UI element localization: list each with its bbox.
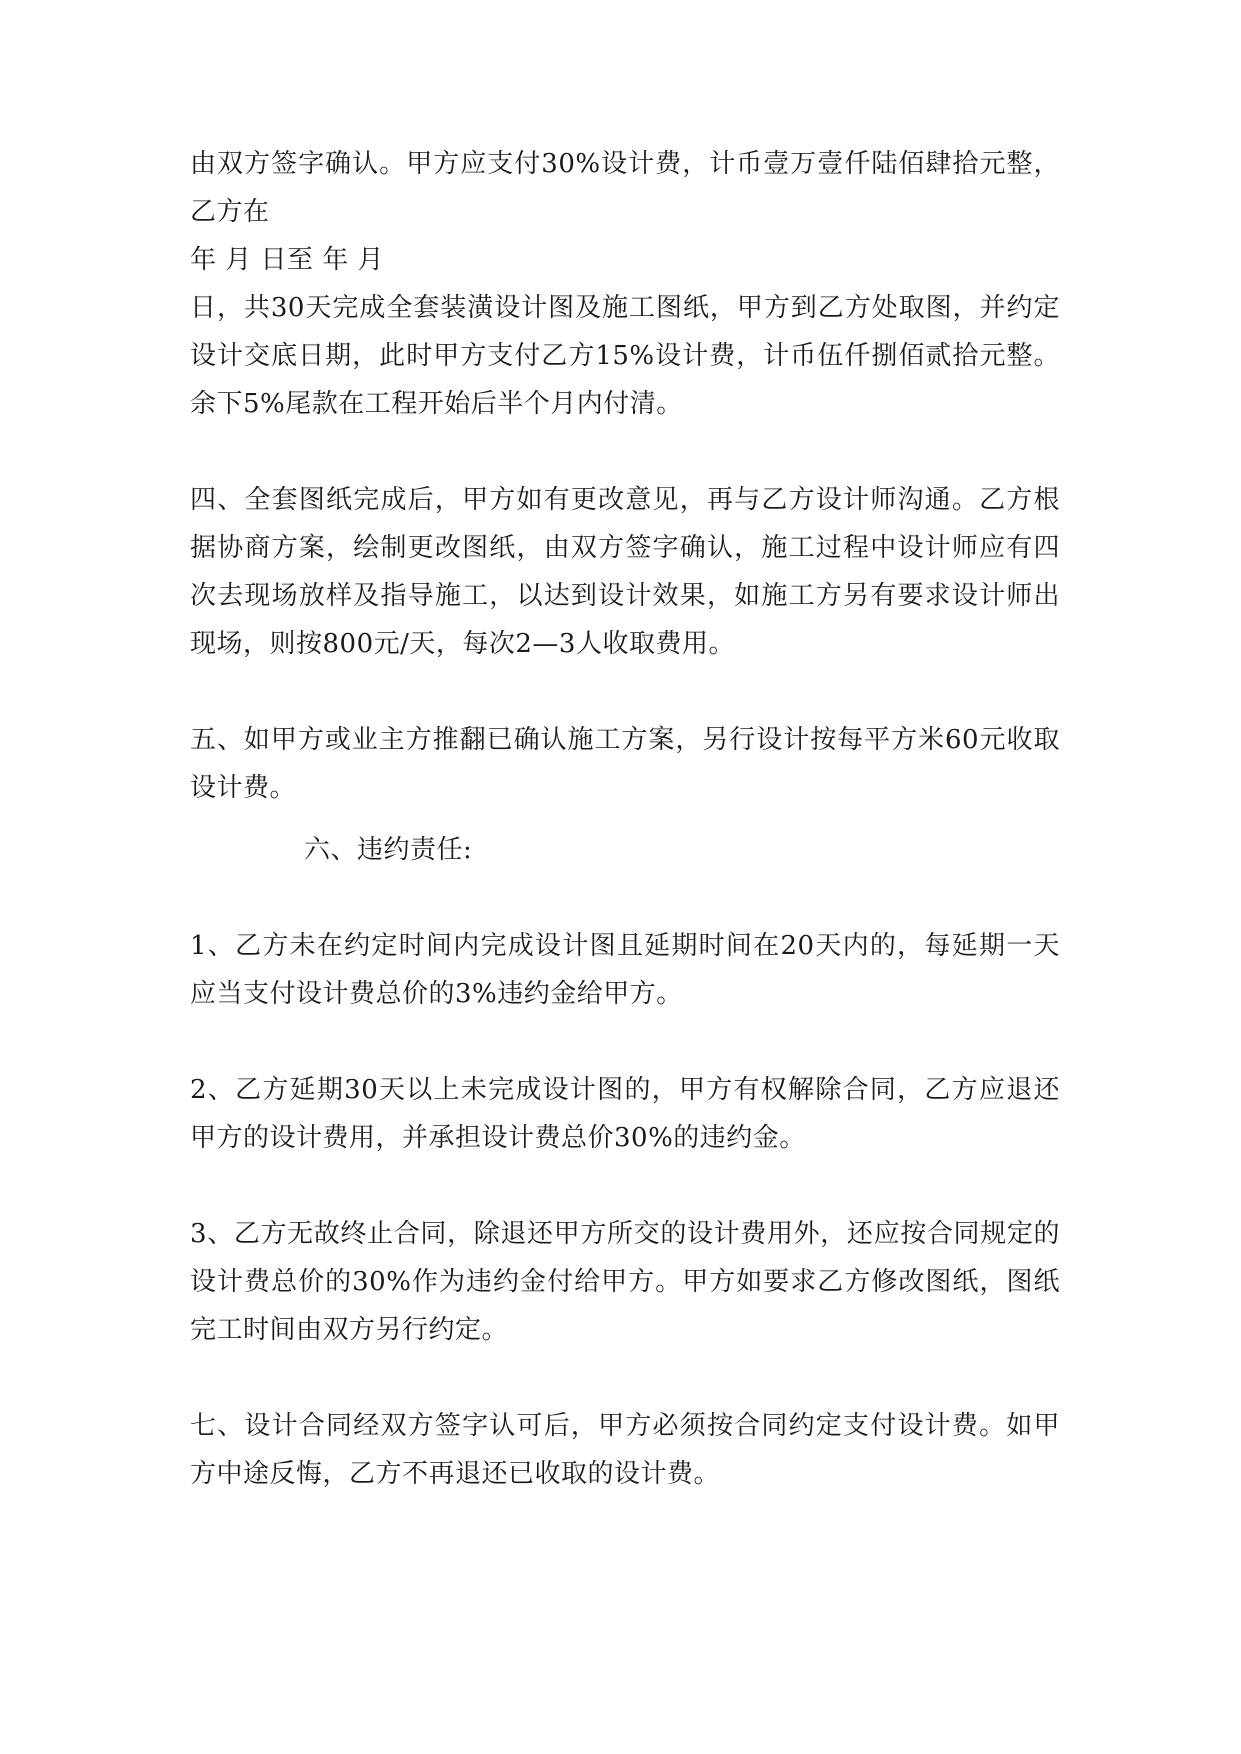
spacer <box>190 668 1060 716</box>
spacer <box>190 874 1060 922</box>
spacer <box>190 1162 1060 1210</box>
section-heading-breach: 六、违约责任: <box>304 835 473 865</box>
breach-item-1: 1、乙方未在约定时间内完成设计图且延期时间在20天内的，每延期一天应当支付设计费总价的3%违约金给甲方。 <box>190 931 1060 1009</box>
clause-seven: 七、设计合同经双方签字认可后，甲方必须按合同约定支付设计费。如甲方中途反悔，乙方不再退还已收取的设计费。 <box>190 1411 1060 1489</box>
clause-four: 四、全套图纸完成后，甲方如有更改意见，再与乙方设计师沟通。乙方根据协商方案，绘制更改图纸，由双方签字确认，施工过程中设计师应有四次去现场放样及指导施工，以达到设计效果，如施工方另有要求设计师出现场，则按800元/天，每次2—3人收取费用。 <box>190 485 1060 659</box>
document-page <box>190 140 1060 1498</box>
spacer <box>190 428 1060 476</box>
paragraph-payment-line1: 由双方签字确认。甲方应支付30%设计费，计币壹万壹仟陆佰肆拾元整，乙方在 <box>190 149 1060 227</box>
spacer <box>190 1354 1060 1402</box>
spacer <box>190 812 1060 826</box>
clause-five: 五、如甲方或业主方推翻已确认施工方案，另行设计按每平方米60元收取设计费。 <box>190 725 1060 803</box>
paragraph-payment-schedule: 日，共30天完成全套装潢设计图及施工图纸，甲方到乙方处取图，并约定设计交底日期，此时甲方支付乙方15%设计费，计币伍仟捌佰贰拾元整。余下5%尾款在工程开始后半个月内付清。 <box>190 293 1060 419</box>
breach-item-3: 3、乙方无故终止合同，除退还甲方所交的设计费用外，还应按合同规定的设计费总价的30%作为违约金付给甲方。甲方如要求乙方修改图纸，图纸完工时间由双方另行约定。 <box>190 1219 1060 1345</box>
spacer <box>190 1018 1060 1066</box>
breach-item-2: 2、乙方延期30天以上未完成设计图的，甲方有权解除合同，乙方应退还甲方的设计费用，并承担设计费总价30%的违约金。 <box>190 1075 1060 1153</box>
paragraph-payment-dates: 年 月 日至 年 月 <box>190 245 385 275</box>
